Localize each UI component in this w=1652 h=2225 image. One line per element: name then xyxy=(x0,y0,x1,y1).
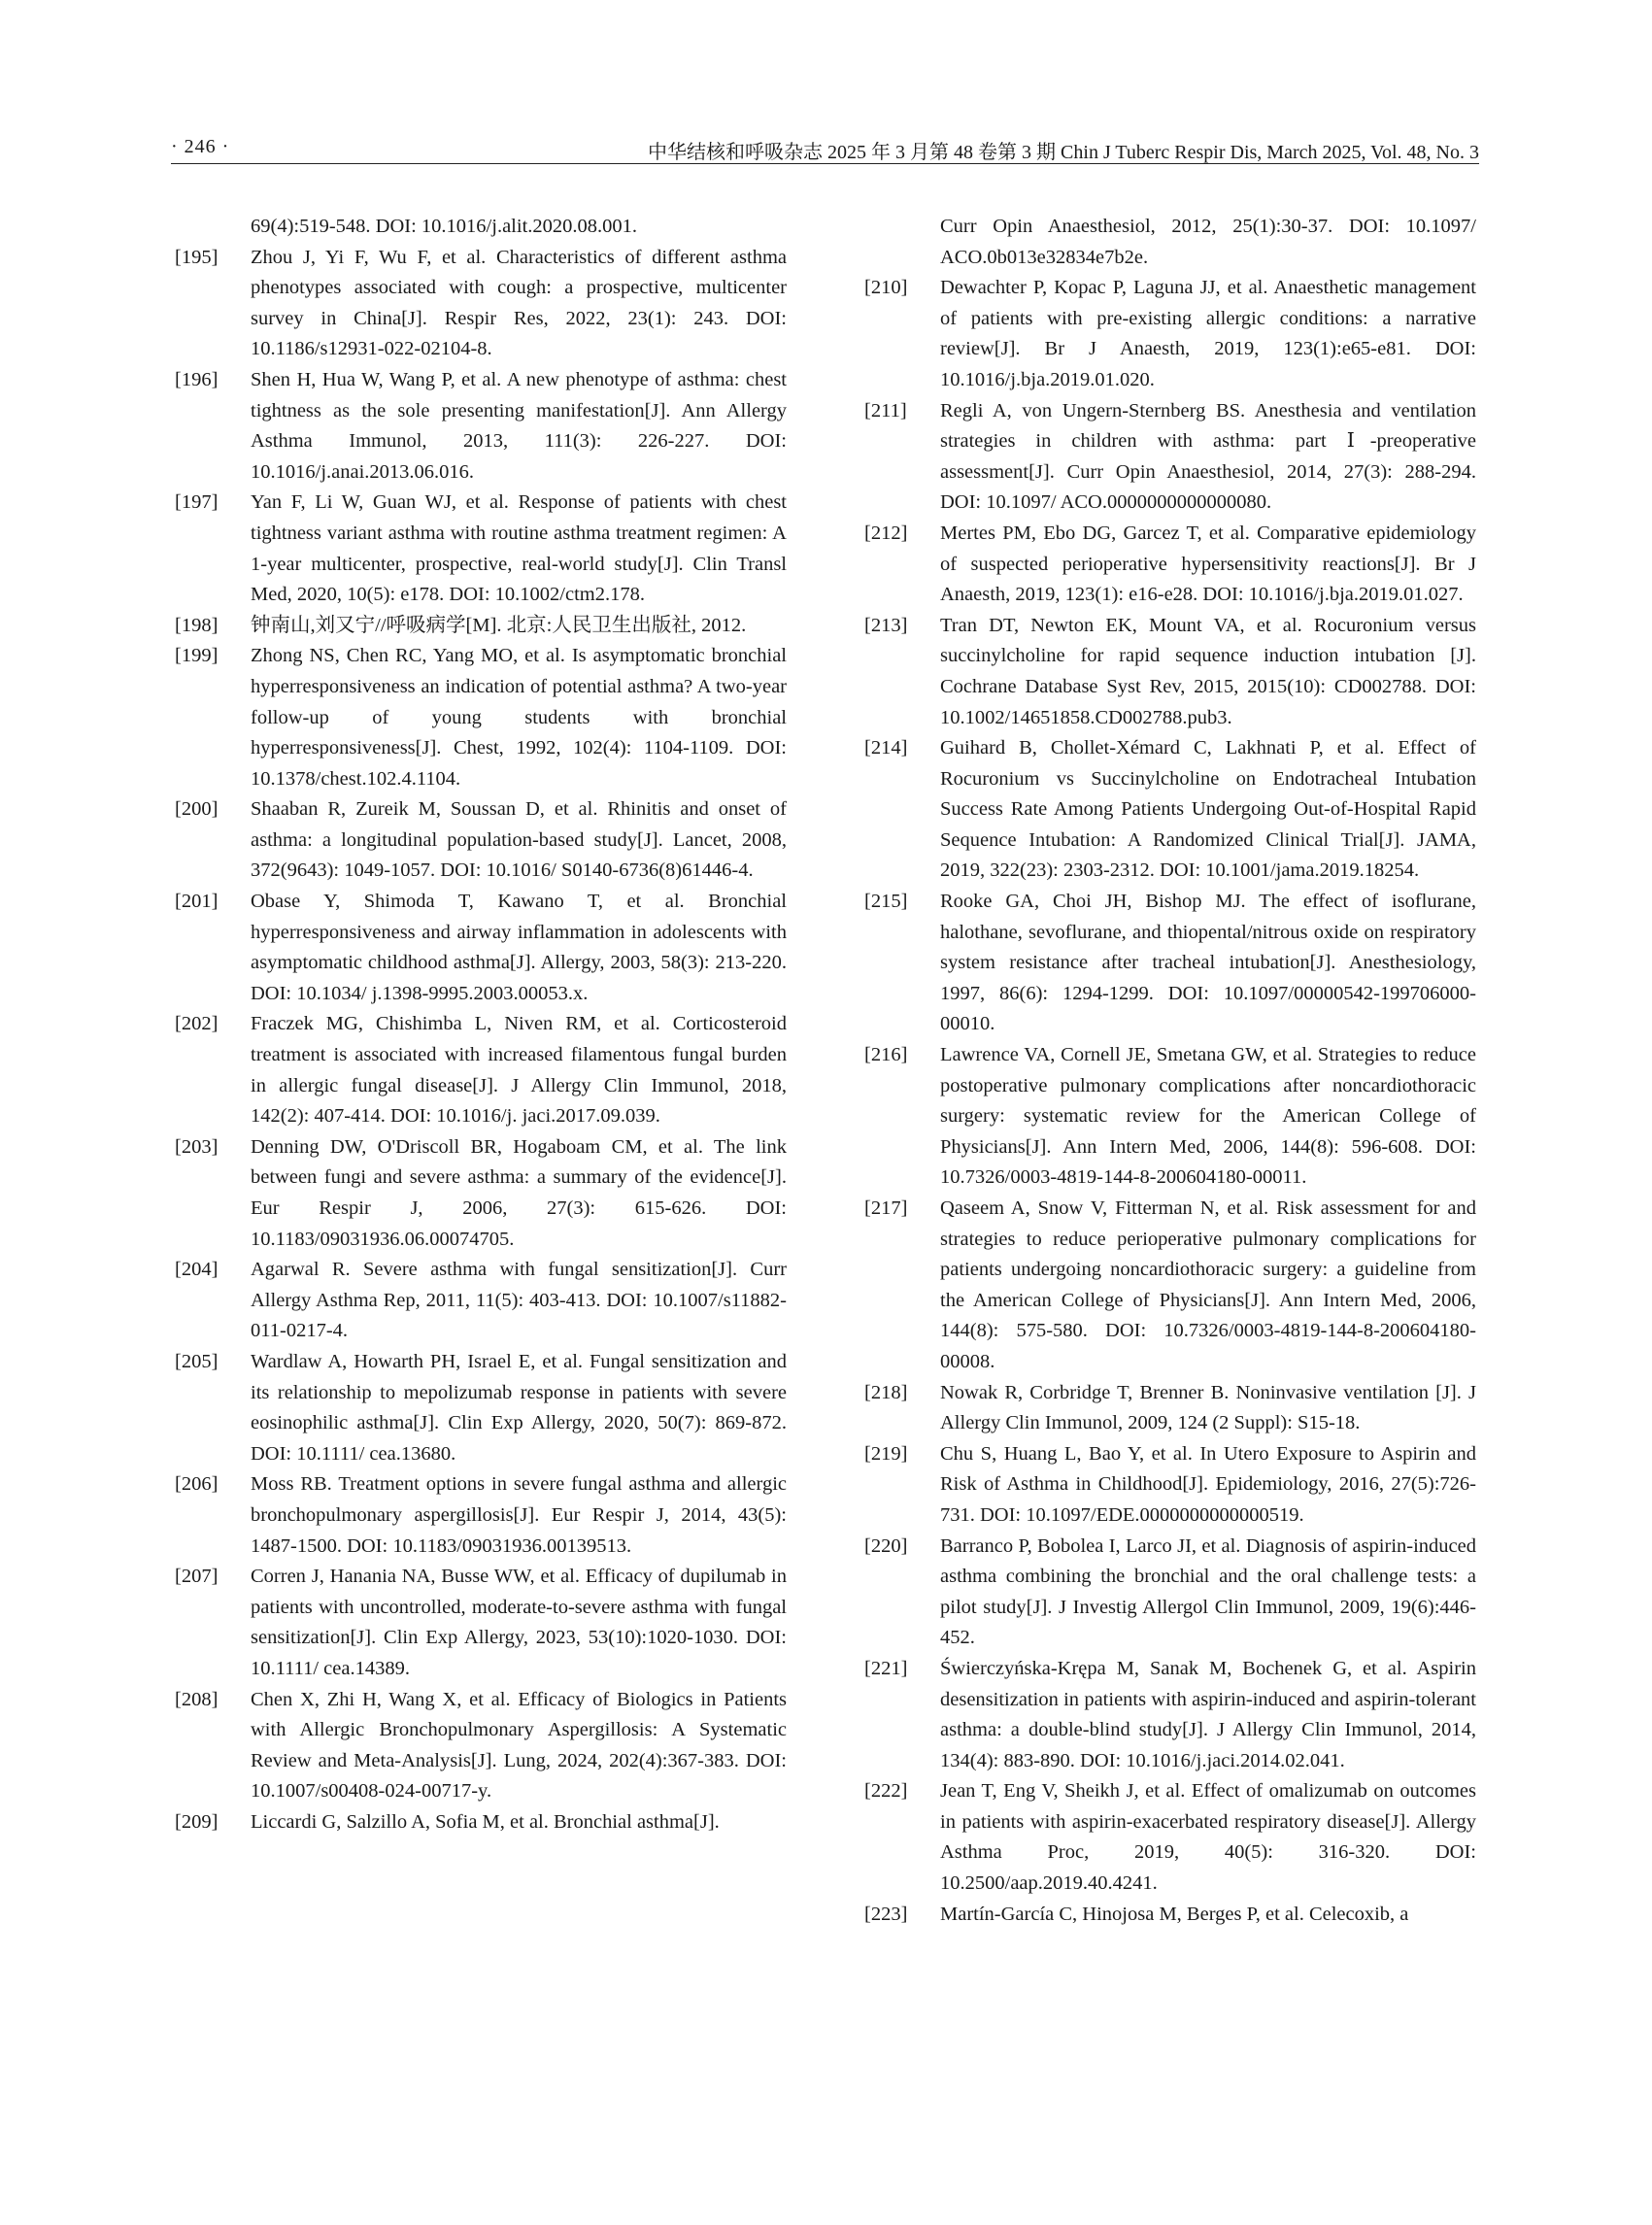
reference-entry xyxy=(175,1132,787,1255)
reference-entry xyxy=(175,1685,787,1807)
reference-text: Lawrence VA, Cornell JE, Smetana GW, et al. Strategies to reduce postoperative pulmonary complications after noncardiothoracic surgery: systematic review for the American College of Physicians[J]. Ann Intern Med, 2006, 144(8): 596-608. DOI: 10.7326/0003-4819-144-8-200604180-00011. xyxy=(940,1044,1476,1189)
reference-number: [201] xyxy=(175,891,219,913)
reference-text: Qaseem A, Snow V, Fitterman N, et al. Risk assessment for and strategies to reduce perioperative pulmonary complications for patients undergoing noncardiothoracic surgery: a guideline from the American College of Physicians[J]. Ann Intern Med, 2006, 144(8): 575-580. DOI: 10.7326/0003-4819-144-8-200604180-00008. xyxy=(940,1197,1476,1372)
reference-entry xyxy=(864,733,1476,887)
reference-entry xyxy=(175,243,787,365)
reference-entry xyxy=(864,887,1476,1040)
reference-entry xyxy=(175,1807,787,1838)
reference-number: [203] xyxy=(175,1135,219,1158)
reference-entry xyxy=(864,1654,1476,1776)
reference-number: [196] xyxy=(175,368,219,390)
reference-text: Wardlaw A, Howarth PH, Israel E, et al. Fungal sensitization and its relationship to mepolizumab response in patients with severe eosinophilic asthma[J]. Clin Exp Allergy, 2020, 50(7): 869-872. DOI: 10.1111/ cea.13680. xyxy=(251,1350,787,1465)
reference-number: [222] xyxy=(864,1780,908,1803)
reference-number: [218] xyxy=(864,1381,908,1403)
reference-entry xyxy=(175,488,787,610)
reference-text: Chen X, Zhi H, Wang X, et al. Efficacy of Biologics in Patients with Allergic Bronchopulmonary Aspergillosis: A Systematic Review and Meta-Analysis[J]. Lung, 2024, 202(4):367-383. DOI: 10.1007/s00408-024-00717-y. xyxy=(251,1688,787,1803)
reference-column-right xyxy=(864,212,1476,1930)
reference-text: Nowak R, Corbridge T, Brenner B. Noninvasive ventilation [J]. J Allergy Clin Immunol, 2009, 124 (2 Suppl): S15-18. xyxy=(940,1381,1476,1434)
reference-entry xyxy=(175,611,787,642)
reference-number: [195] xyxy=(175,246,219,268)
reference-text: Obase Y, Shimoda T, Kawano T, et al. Bronchial hyperresponsiveness and airway inflammation in adolescents with asymptomatic childhood asthma[J]. Allergy, 2003, 58(3): 213-220. DOI: 10.1034/ j.1398-9995.2003.00053.x. xyxy=(251,891,787,1004)
reference-text: Fraczek MG, Chishimba L, Niven RM, et al. Corticosteroid treatment is associated with increased filamentous fungal burden in allergic fungal disease[J]. J Allergy Clin Immunol, 2018, 142(2): 407-414. DOI: 10.1016/j. jaci.2017.09.039. xyxy=(251,1013,787,1128)
reference-text: Denning DW, O'Driscoll BR, Hogaboam CM, et al. The link between fungi and severe asthma: a summary of the evidence[J]. Eur Respir J, 2006, 27(3): 615-626. DOI: 10.1183/09031936.06.00074705. xyxy=(251,1135,787,1250)
reference-text: Świerczyńska-Krępa M, Sanak M, Bochenek G, et al. Aspirin desensitization in patients with aspirin-induced and aspirin-tolerant asthma: a double-blind study[J]. J Allergy Clin Immunol, 2014, 134(4): 883-890. DOI: 10.1016/j.jaci.2014.02.041. xyxy=(940,1657,1476,1771)
reference-entry xyxy=(175,794,787,887)
reference-number: [217] xyxy=(864,1197,908,1219)
reference-text: Moss RB. Treatment options in severe fungal asthma and allergic bronchopulmonary aspergillosis[J]. Eur Respir J, 2014, 43(5): 1487-1500. DOI: 10.1183/09031936.00139513. xyxy=(251,1473,787,1557)
reference-number: [212] xyxy=(864,522,908,544)
reference-text: Barranco P, Bobolea I, Larco JI, et al. Diagnosis of aspirin-induced asthma combining the bronchial and the oral challenge tests: a pilot study[J]. J Investig Allergol Clin Immunol, 2009, 19(6):446-452. xyxy=(940,1534,1476,1649)
reference-text: Shen H, Hua W, Wang P, et al. A new phenotype of asthma: chest tightness as the sole presenting manifestation[J]. Ann Allergy Asthma Immunol, 2013, 111(3): 226-227. DOI: 10.1016/j.anai.2013.06.016. xyxy=(251,368,787,483)
reference-text: Chu S, Huang L, Bao Y, et al. In Utero Exposure to Aspirin and Risk of Asthma in Childhood[J]. Epidemiology, 2016, 27(5):726-731. DOI: 10.1097/EDE.0000000000000519. xyxy=(940,1442,1476,1526)
reference-number: [199] xyxy=(175,645,219,667)
reference-number: [207] xyxy=(175,1566,219,1588)
reference-number: [198] xyxy=(175,614,219,636)
reference-entry xyxy=(864,611,1476,733)
reference-number: [204] xyxy=(175,1259,219,1281)
reference-text: Agarwal R. Severe asthma with fungal sensitization[J]. Curr Allergy Asthma Rep, 2011, 11(5): 403-413. DOI: 10.1007/s11882-011-0217-4. xyxy=(251,1259,787,1342)
reference-text: Tran DT, Newton EK, Mount VA, et al. Rocuronium versus succinylcholine for rapid sequence induction intubation [J]. Cochrane Database Syst Rev, 2015, 2015(10): CD002788. DOI: 10.1002/14651858.CD002788.pub3. xyxy=(940,614,1476,728)
reference-entry xyxy=(864,396,1476,519)
reference-entry xyxy=(864,212,1476,273)
reference-number: [205] xyxy=(175,1350,219,1372)
reference-text: Zhou J, Yi F, Wu F, et al. Characteristics of different asthma phenotypes associated with cough: a prospective, multicenter survey in China[J]. Respir Res, 2022, 23(1): 243. DOI: 10.1186/s12931-022-02104-8. xyxy=(251,246,787,360)
page-number: · 246 · xyxy=(171,136,230,157)
reference-column-left xyxy=(175,212,787,1837)
journal-citation: 中华结核和呼吸杂志 2025 年 3 月第 48 卷第 3 期 Chin J Tuberc Respir Dis, March 2025, Vol. 48, No. 3 xyxy=(648,142,1479,163)
reference-number: [223] xyxy=(864,1903,908,1925)
reference-entry xyxy=(175,1009,787,1131)
reference-number: [216] xyxy=(864,1044,908,1066)
reference-number: [211] xyxy=(864,399,907,421)
reference-entry xyxy=(864,1378,1476,1439)
reference-number: [220] xyxy=(864,1534,908,1557)
reference-entry xyxy=(175,365,787,488)
reference-entry xyxy=(175,641,787,794)
reference-text: Curr Opin Anaesthesiol, 2012, 25(1):30-37. DOI: 10.1097/ ACO.0b013e32834e7b2e. xyxy=(940,216,1476,268)
reference-text: Shaaban R, Zureik M, Soussan D, et al. Rhinitis and onset of asthma: a longitudinal population-based study[J]. Lancet, 2008, 372(9643): 1049-1057. DOI: 10.1016/ S0140-6736(8)61446-4. xyxy=(251,798,787,882)
reference-number: [221] xyxy=(864,1657,908,1679)
reference-entry xyxy=(864,1194,1476,1378)
reference-entry xyxy=(864,519,1476,611)
reference-entry xyxy=(175,1347,787,1469)
reference-entry xyxy=(864,1040,1476,1194)
reference-number: [210] xyxy=(864,277,908,299)
reference-number: [200] xyxy=(175,798,219,821)
reference-entry xyxy=(175,1469,787,1562)
reference-text: Jean T, Eng V, Sheikh J, et al. Effect of omalizumab on outcomes in patients with aspirin-exacerbated respiratory disease[J]. Allergy Asthma Proc, 2019, 40(5): 316-320. DOI: 10.2500/aap.2019.40.4241. xyxy=(940,1780,1476,1895)
reference-text: Guihard B, Chollet-Xémard C, Lakhnati P, et al. Effect of Rocuronium vs Succinylcholine on Endotracheal Intubation Success Rate Among Patients Undergoing Out-of-Hospital Rapid Sequence Intubation: A Randomized Clinical Trial[J]. JAMA, 2019, 322(23): 2303-2312. DOI: 10.1001/jama.2019.18254. xyxy=(940,737,1476,882)
reference-text: Mertes PM, Ebo DG, Garcez T, et al. Comparative epidemiology of suspected perioperative hypersensitivity reactions[J]. Br J Anaesth, 2019, 123(1): e16-e28. DOI: 10.1016/j.bja.2019.01.027. xyxy=(940,522,1476,606)
reference-number: [214] xyxy=(864,737,908,759)
reference-entry xyxy=(864,1439,1476,1532)
reference-text: Zhong NS, Chen RC, Yang MO, et al. Is asymptomatic bronchial hyperresponsiveness an indication of potential asthma? A two-year follow-up of young students with bronchial hyperresponsiveness[J]. Chest, 1992, 102(4): 1104-1109. DOI: 10.1378/chest.102.4.1104. xyxy=(251,645,787,790)
reference-text: Rooke GA, Choi JH, Bishop MJ. The effect of isoflurane, halothane, sevoflurane, and thiopental/nitrous oxide on respiratory system resistance after tracheal intubation[J]. Anesthesiology, 1997, 86(6): 1294-1299. DOI: 10.1097/00000542-199706000-00010. xyxy=(940,891,1476,1035)
reference-text: Yan F, Li W, Guan WJ, et al. Response of patients with chest tightness variant asthma with routine asthma treatment regimen: A 1-year multicenter, prospective, real-world study[J]. Clin Transl Med, 2020, 10(5): e178. DOI: 10.1002/ctm2.178. xyxy=(251,491,787,606)
reference-number: [209] xyxy=(175,1810,219,1833)
reference-number: [208] xyxy=(175,1688,219,1710)
reference-text: Liccardi G, Salzillo A, Sofia M, et al. Bronchial asthma[J]. xyxy=(251,1810,720,1833)
reference-entry xyxy=(175,1562,787,1684)
reference-text: 69(4):519-548. DOI: 10.1016/j.alit.2020.08.001. xyxy=(251,216,638,237)
reference-entry xyxy=(864,273,1476,395)
reference-text: 钟南山,刘又宁//呼吸病学[M]. 北京:人民卫生出版社, 2012. xyxy=(251,614,747,636)
reference-entry xyxy=(864,1900,1476,1931)
reference-entry xyxy=(864,1776,1476,1899)
reference-text: Corren J, Hanania NA, Busse WW, et al. Efficacy of dupilumab in patients with uncontrolled, moderate-to-severe asthma with fungal sensitization[J]. Clin Exp Allergy, 2023, 53(10):1020-1030. DOI: 10.1111/ cea.14389. xyxy=(251,1566,787,1679)
reference-text: Martín-García C, Hinojosa M, Berges P, et al. Celecoxib, a xyxy=(940,1903,1409,1925)
reference-entry xyxy=(175,212,787,243)
reference-number: [213] xyxy=(864,614,908,636)
reference-entry xyxy=(175,1255,787,1347)
running-header xyxy=(171,132,1479,164)
reference-number: [206] xyxy=(175,1473,219,1496)
reference-entry xyxy=(864,1532,1476,1654)
reference-entry xyxy=(175,887,787,1009)
reference-number: [202] xyxy=(175,1013,219,1035)
reference-number: [219] xyxy=(864,1442,908,1465)
reference-text: Dewachter P, Kopac P, Laguna JJ, et al. Anaesthetic management of patients with pre-existing allergic conditions: a narrative review[J]. Br J Anaesth, 2019, 123(1):e65-e81. DOI: 10.1016/j.bja.2019.01.020. xyxy=(940,277,1476,390)
reference-text: Regli A, von Ungern-Sternberg BS. Anesthesia and ventilation strategies in children with asthma: part Ⅰ-preoperative assessment[J]. Curr Opin Anaesthesiol, 2014, 27(3): 288-294. DOI: 10.1097/ ACO.0000000000000080. xyxy=(940,399,1476,514)
reference-number: [197] xyxy=(175,491,219,514)
reference-number: [215] xyxy=(864,891,908,913)
